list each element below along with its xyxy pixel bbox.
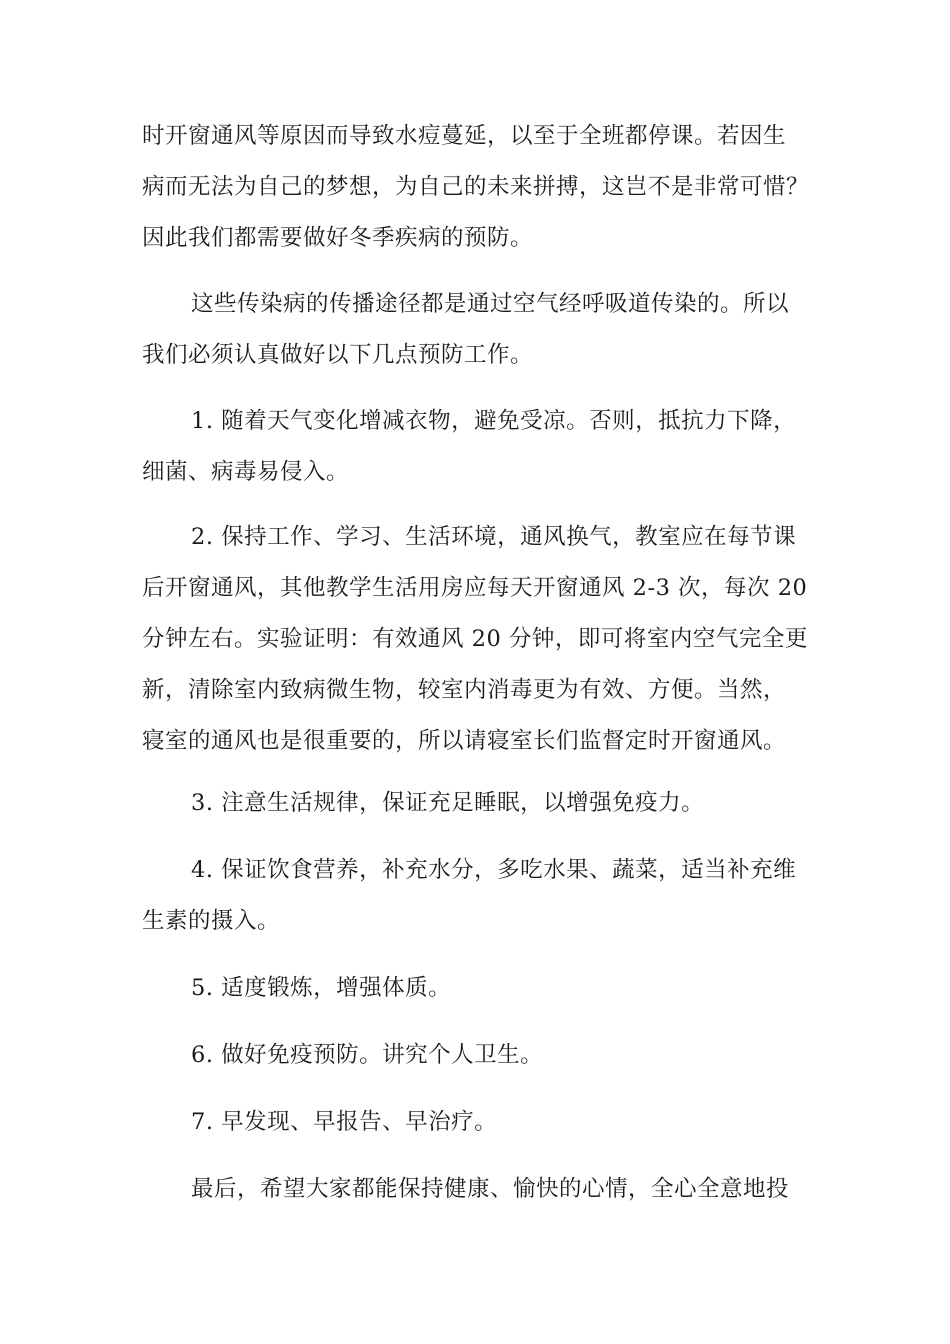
text-line: 最后，希望大家都能保持健康、愉快的心情，全心全意地投 [191, 1176, 790, 1202]
text-line: 寝室的通风也是很重要的，所以请寝室长们监督定时开窗通风。 [142, 728, 787, 754]
text-line: 细菌、病毒易侵入。 [142, 459, 350, 485]
paragraph-transmission [142, 279, 822, 381]
text-line: 生素的摄入。 [142, 908, 281, 934]
list-item-1 [142, 396, 822, 498]
list-item-5 [142, 963, 822, 1014]
text-line: 分钟左右。实验证明：有效通风 20 分钟，即可将室内空气完全更 [142, 626, 808, 652]
text-line: 后开窗通风，其他教学生活用房应每天开窗通风 2-3 次，每次 20 [142, 575, 808, 601]
text-line: 4. 保证饮食营养，补充水分，多吃水果、蔬菜，适当补充维 [191, 857, 797, 883]
list-item-3 [142, 778, 822, 829]
text-line: 我们必须认真做好以下几点预防工作。 [142, 342, 534, 368]
list-item-4 [142, 845, 822, 947]
text-line: 因此我们都需要做好冬季疾病的预防。 [142, 225, 534, 251]
text-line: 3. 注意生活规律，保证充足睡眠，以增强免疫力。 [191, 790, 705, 816]
text-line: 5. 适度锻炼，增强体质。 [191, 975, 452, 1001]
text-line: 7. 早发现、早报告、早治疗。 [191, 1109, 498, 1135]
list-item-6 [142, 1030, 822, 1081]
list-item-7 [142, 1097, 822, 1148]
paragraph-closing [142, 1164, 822, 1215]
text-line: 病而无法为自己的梦想，为自己的未来拼搏，这岂不是非常可惜？ [142, 174, 810, 200]
paragraph-intro-continuation [142, 111, 822, 264]
list-item-2 [142, 512, 822, 767]
text-line: 新，清除室内致病微生物，较室内消毒更为有效、方便。当然， [142, 677, 787, 703]
text-line: 这些传染病的传播途径都是通过空气经呼吸道传染的。所以 [191, 291, 790, 317]
text-line: 6. 做好免疫预防。讲究个人卫生。 [191, 1042, 544, 1068]
text-line: 2. 保持工作、学习、生活环境，通风换气，教室应在每节课 [191, 524, 797, 550]
text-line: 时开窗通风等原因而导致水痘蔓延，以至于全班都停课。若因生 [142, 123, 787, 149]
text-line: 1. 随着天气变化增减衣物，避免受凉。否则，抵抗力下降， [191, 408, 797, 434]
